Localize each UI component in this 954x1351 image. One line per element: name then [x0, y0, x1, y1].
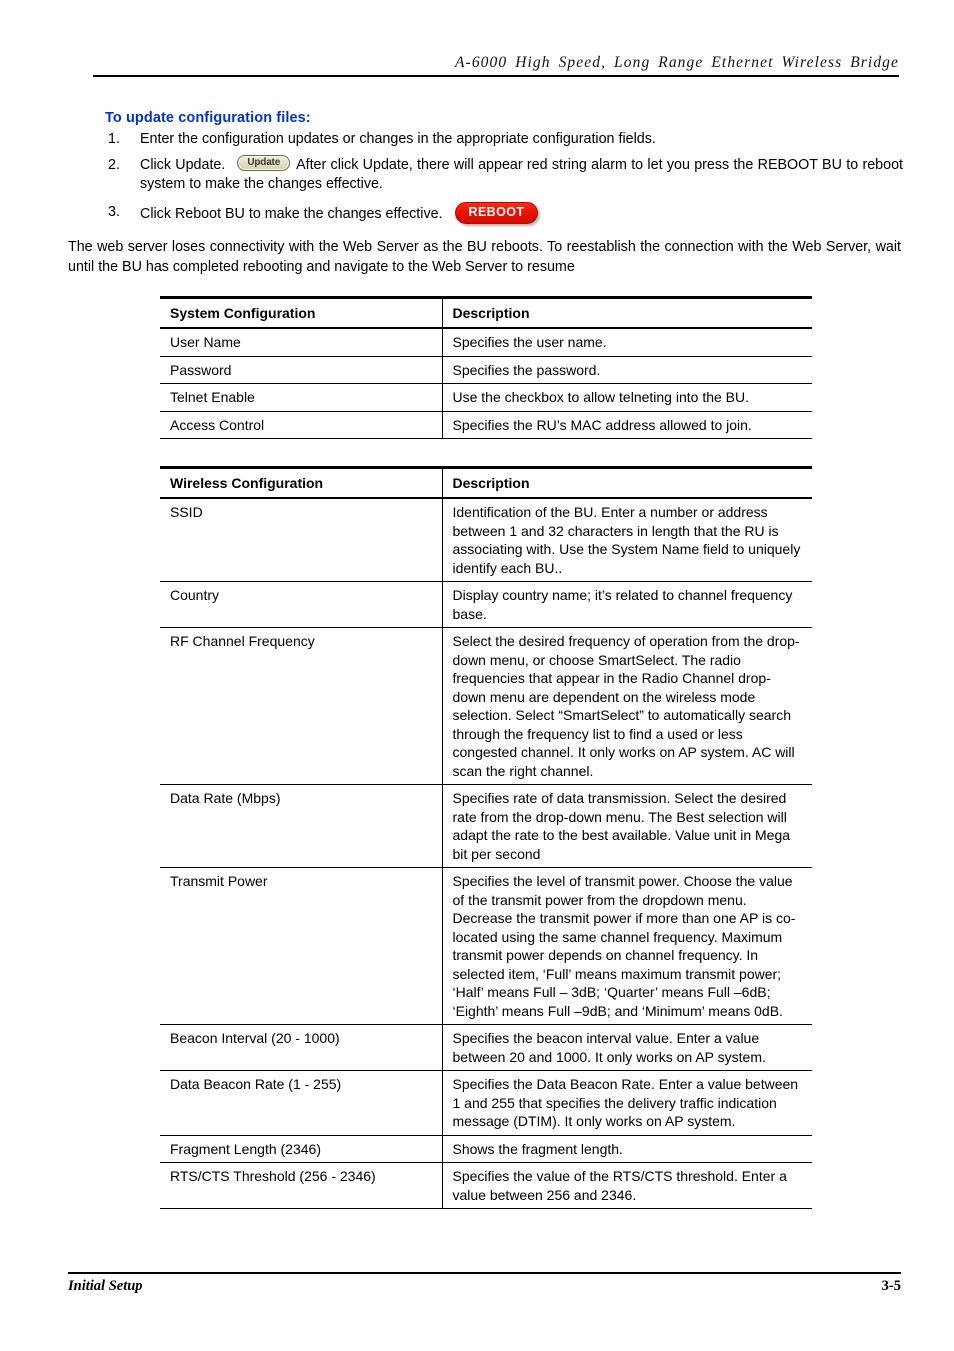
- step-text-before-button: Click Update.: [140, 157, 226, 173]
- table-row: [160, 1071, 812, 1136]
- table-row: [160, 498, 812, 582]
- table-row: [160, 785, 812, 868]
- footer-section-label: Initial Setup: [68, 1278, 143, 1294]
- cell-key: Data Rate (Mbps): [160, 785, 442, 868]
- table-row: [160, 356, 812, 384]
- cell-description: Display country name; it’s related to channel frequency base.: [442, 582, 812, 628]
- cell-description: Select the desired frequency of operation from the drop-down menu, or choose SmartSelect. The radio frequencies that appear in the Radio Channel drop-down menu are dependent on the wireless mode selection. Select “SmartSelect” to automatically search through the frequency list to find a used or less congested channel. It only works on AP system. AC will scan the right channel.: [442, 628, 812, 785]
- page-header: [93, 54, 899, 77]
- cell-description: Specifies the password.: [442, 356, 812, 384]
- cell-description: Specifies the user name.: [442, 328, 812, 356]
- cell-key: Fragment Length (2346): [160, 1135, 442, 1163]
- cell-key: SSID: [160, 498, 442, 582]
- step-text: Enter the configuration updates or changes in the appropriate configuration fields.: [140, 131, 656, 147]
- cell-key: User Name: [160, 328, 442, 356]
- cell-description: Shows the fragment length.: [442, 1135, 812, 1163]
- cell-description: Specifies the beacon interval value. Enter a value between 20 and 1000. It only works on AP system.: [442, 1025, 812, 1071]
- cell-key: Telnet Enable: [160, 384, 442, 412]
- cell-description: Specifies the RU’s MAC address allowed to join.: [442, 411, 812, 439]
- table-row: [160, 328, 812, 356]
- table-header-row: [160, 468, 812, 499]
- intro-paragraph: The web server loses connectivity with the Web Server as the BU reboots. To reestablish the connection with the Web Server, wait until the BU has completed rebooting and navigate to the Web Server to resume: [68, 239, 901, 275]
- cell-description: Use the checkbox to allow telneting into the BU.: [442, 384, 812, 412]
- steps-list: [105, 130, 903, 232]
- table-row: [160, 582, 812, 628]
- table-row: [160, 1025, 812, 1071]
- page-number: 3-5: [881, 1278, 901, 1294]
- table-header-row: [160, 298, 812, 329]
- table-row: [160, 628, 812, 785]
- table-row: [160, 1135, 812, 1163]
- cell-key: Data Beacon Rate (1 - 255): [160, 1071, 442, 1136]
- cell-description: Specifies the value of the RTS/CTS threshold. Enter a value between 256 and 2346.: [442, 1163, 812, 1209]
- table-row: [160, 411, 812, 439]
- cell-key: RF Channel Frequency: [160, 628, 442, 785]
- section-heading: To update configuration files:: [105, 110, 311, 126]
- step-text-after-button: After click Update, there will appear red string alarm to let you press the REBOOT BU to reboot system to make the changes effective.: [140, 157, 903, 192]
- cell-key: Transmit Power: [160, 868, 442, 1025]
- cell-key: Country: [160, 582, 442, 628]
- step-number: 2.: [108, 157, 120, 173]
- step-text: [140, 156, 903, 194]
- column-header-description: Description: [442, 298, 812, 329]
- wireless-configuration-table: [160, 466, 812, 1209]
- cell-description: Identification of the BU. Enter a number or address between 1 and 32 characters in length that the RU is associating with. Use the System Name field to uniquely identify each BU..: [442, 498, 812, 582]
- cell-key: Access Control: [160, 411, 442, 439]
- cell-key: RTS/CTS Threshold (256 - 2346): [160, 1163, 442, 1209]
- page-header-title: A-6000 High Speed, Long Range Ethernet Wireless Bridge: [454, 54, 899, 71]
- update-button[interactable]: Update: [237, 155, 290, 171]
- cell-description: Specifies the level of transmit power. Choose the value of the transmit power from the dropdown menu. Decrease the transmit power if more than one AP is co-located using the same channel frequency. Maximum transmit power depends on channel frequency. In selected item, ‘Full’ means maximum transmit power; ‘Half’ means Full – 3dB; ‘Quarter’ means Full –6dB; ‘Eighth’ means Full –9dB; and ‘Minimum’ means 0dB.: [442, 868, 812, 1025]
- table-row: [160, 868, 812, 1025]
- cell-key: Password: [160, 356, 442, 384]
- table-row: [160, 1163, 812, 1209]
- column-header-description: Description: [442, 468, 812, 499]
- reboot-button[interactable]: REBOOT: [455, 202, 539, 224]
- list-item: [105, 203, 903, 225]
- page-footer: [68, 1272, 901, 1295]
- system-configuration-table: [160, 296, 812, 439]
- step-text: [140, 203, 903, 225]
- column-header-wireless-configuration: Wireless Configuration: [160, 468, 442, 499]
- cell-description: Specifies the Data Beacon Rate. Enter a value between 1 and 255 that specifies the delivery traffic indication message (DTIM). It only works on AP system.: [442, 1071, 812, 1136]
- step-number: 1.: [108, 131, 120, 147]
- list-item: [105, 156, 903, 194]
- cell-key: Beacon Interval (20 - 1000): [160, 1025, 442, 1071]
- column-header-system-configuration: System Configuration: [160, 298, 442, 329]
- step-number: 3.: [108, 204, 120, 220]
- table-row: [160, 384, 812, 412]
- step-text-before-button: Click Reboot BU to make the changes effective.: [140, 205, 443, 222]
- cell-description: Specifies rate of data transmission. Select the desired rate from the drop-down menu. The Best selection will adapt the rate to the best available. Value unit in Mega bit per second: [442, 785, 812, 868]
- list-item: [105, 130, 903, 149]
